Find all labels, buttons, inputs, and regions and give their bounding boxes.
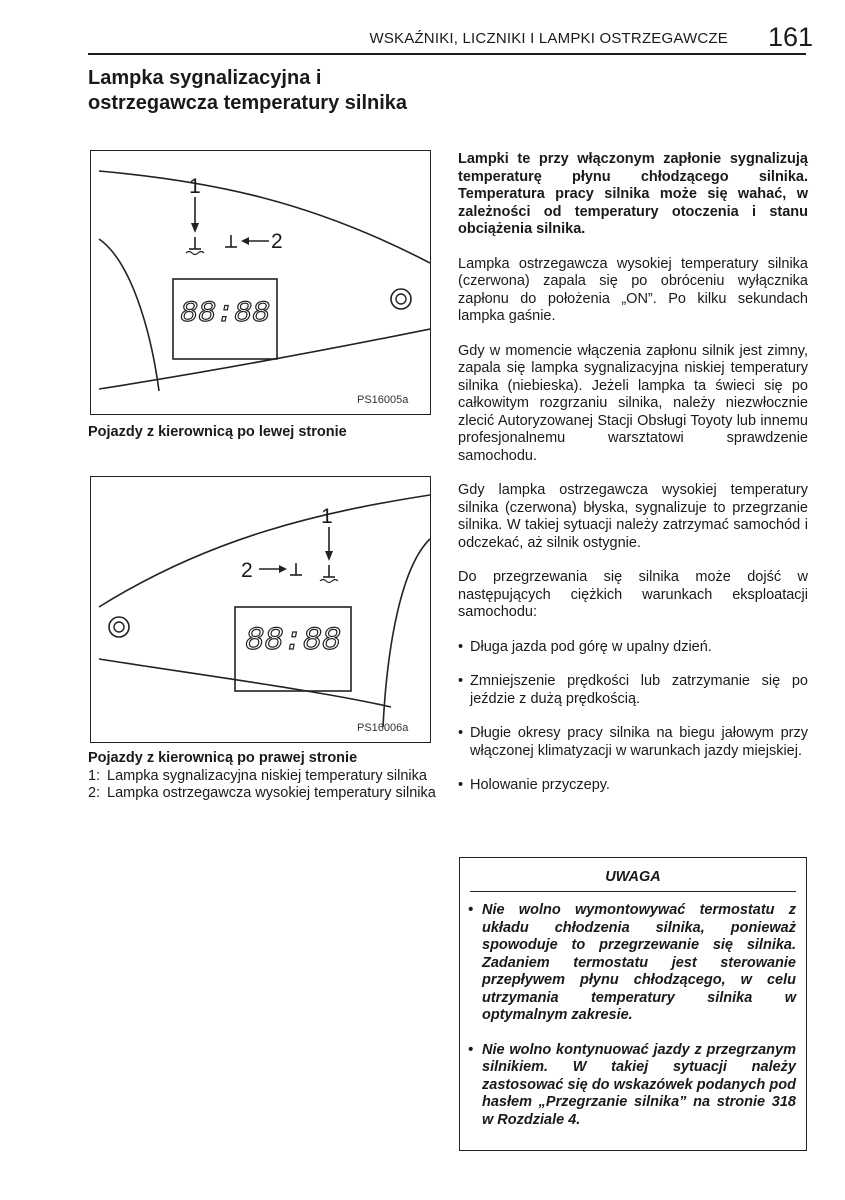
legend-number: 1: bbox=[88, 768, 101, 784]
warning-title: UWAGA bbox=[605, 869, 661, 885]
warning-rule bbox=[470, 891, 796, 892]
warning-item-text: Nie wolno wymontowywać termostatu z układu chłodzenia silnika, ponieważ spowoduje to przegrzewanie się silnika. Zadaniem termostatu jest sterowanie przepływem płynu chłodzącego, w celu utrzymania temperatury silnika w optymalnym zakresie. bbox=[482, 902, 796, 1023]
body-text-column bbox=[458, 151, 808, 812]
low-temperature-icon bbox=[320, 565, 338, 583]
display-digits: 88:88 bbox=[244, 622, 342, 659]
list-item-text: Długie okresy pracy silnika na biegu jałowym przy włączonej klimatyzacji w warunkach jazdy miejskiej. bbox=[470, 725, 808, 759]
figure-label-2: 2 bbox=[241, 559, 253, 582]
warning-item bbox=[468, 902, 796, 1025]
bullet-icon: • bbox=[458, 777, 464, 793]
figure-label-1: 1 bbox=[321, 505, 333, 528]
legend-item bbox=[88, 768, 438, 785]
figure-label-1: 1 bbox=[189, 175, 201, 198]
warning-list bbox=[468, 902, 796, 1129]
legend-item bbox=[88, 785, 438, 802]
bullet-icon: • bbox=[468, 1041, 474, 1058]
list-item bbox=[458, 777, 808, 795]
high-temperature-icon bbox=[290, 563, 302, 575]
body-paragraph: Do przegrzewania się silnika może dojść w następujących ciężkich warunkach eksploatacji samochodu: bbox=[458, 569, 808, 620]
bullet-icon: • bbox=[458, 725, 464, 741]
bullet-icon: • bbox=[458, 673, 464, 689]
warning-box bbox=[459, 857, 807, 1151]
section-title: Lampka sygnalizacyjna i ostrzegawcza temperatury silnika bbox=[88, 67, 408, 114]
list-item bbox=[458, 639, 808, 657]
knob-icon bbox=[391, 289, 411, 309]
list-item-text: Zmniejszenie prędkości lub zatrzymanie się po jeździe z dużą prędkością. bbox=[470, 673, 808, 707]
list-item-text: Długa jazda pod górę w upalny dzień. bbox=[470, 638, 712, 655]
low-temperature-icon bbox=[186, 237, 204, 255]
chapter-title: WSKAŹNIKI, LICZNIKI I LAMPKI OSTRZEGAWCZE bbox=[369, 30, 728, 47]
figure-code: PS16005a bbox=[357, 394, 409, 406]
high-temperature-icon bbox=[225, 235, 237, 247]
figure-caption-right-hand-drive: Pojazdy z kierownicą po prawej stronie bbox=[88, 750, 358, 766]
body-paragraph: Lampka ostrzegawcza wysokiej temperatury silnika (czerwona) zapala się po obróceniu wyłącznika zapłonu do położenia „ON”. Po kilku sekundach lampka gaśnie. bbox=[458, 255, 808, 324]
display-digits: 88:88 bbox=[179, 297, 271, 331]
header-rule bbox=[88, 53, 806, 55]
page-number: 161 bbox=[768, 22, 814, 52]
legend-text: Lampka ostrzegawcza wysokiej temperatury silnika bbox=[107, 785, 436, 801]
bullet-icon: • bbox=[458, 638, 464, 655]
warning-item-text: Nie wolno kontynuować jazdy z przegrzanym silnikiem. W takiej sytuacji należy zastosować się do wskazówek podanych pod hasłem „Przegrzanie silnika” na stronie 318 w Rozdziale 4. bbox=[482, 1041, 796, 1128]
figure-label-2: 2 bbox=[271, 230, 283, 253]
intro-paragraph: Lampki te przy włączonym zapłonie sygnalizują temperaturę płynu chłodzącego silnika. Temperatura pracy silnika może się wahać, w zależności od temperatury otoczenia i stanu obciążenia silnika. bbox=[458, 151, 808, 237]
overheating-conditions-list bbox=[458, 639, 808, 795]
legend-text: Lampka sygnalizacyjna niskiej temperatury silnika bbox=[107, 768, 427, 784]
figure-caption-left-hand-drive: Pojazdy z kierownicą po lewej stronie bbox=[88, 424, 347, 440]
bullet-icon: • bbox=[468, 902, 474, 918]
list-item bbox=[458, 673, 808, 708]
figure-code: PS16006a bbox=[357, 722, 409, 734]
legend-number: 2: bbox=[88, 785, 101, 801]
body-paragraph: Gdy w momencie włączenia zapłonu silnik jest zimny, zapala się lampka sygnalizacyjna niskiej temperatury silnika (niebieska). Jeżeli lampka ta świeci się po całkowitym rozgrzaniu silnika, należy niezwłocznie zlecić Autoryzowanej Stacji Obsługi Toyoty lub innemu profesjonalnemu warsztatowi sprawdzenie samochodu. bbox=[458, 342, 808, 464]
warning-item bbox=[468, 1042, 796, 1130]
knob-icon bbox=[109, 617, 129, 637]
figure-right-hand-drive bbox=[90, 476, 431, 743]
body-paragraph: Gdy lampka ostrzegawcza wysokiej temperatury silnika (czerwona) błyska, sygnalizuje to przegrzanie silnika. W takiej sytuacji należy zatrzymać samochód i odczekać, aż silnik ostygnie. bbox=[458, 482, 808, 551]
figure-legend bbox=[88, 768, 438, 802]
figure-left-hand-drive bbox=[90, 150, 431, 415]
list-item-text: Holowanie przyczepy. bbox=[470, 777, 610, 793]
list-item bbox=[458, 725, 808, 760]
